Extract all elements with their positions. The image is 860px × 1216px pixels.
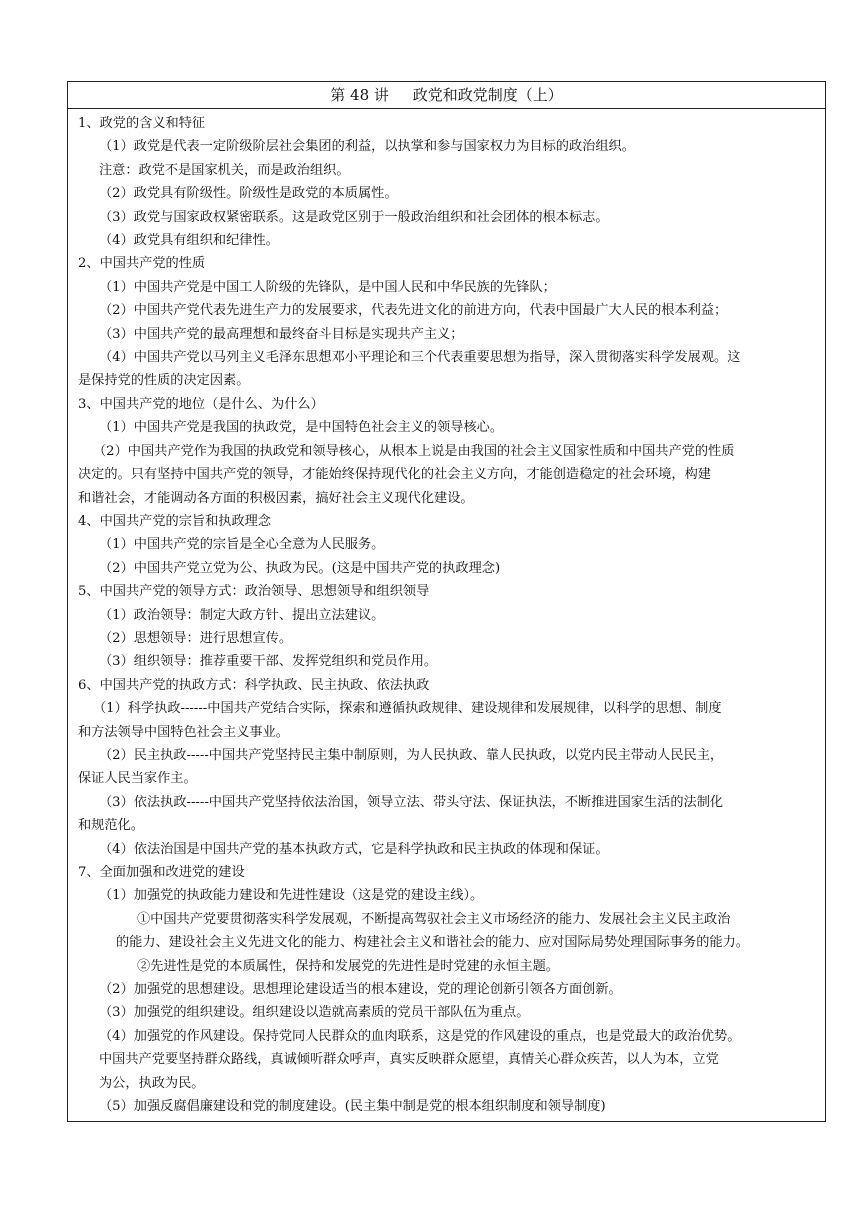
indented-text-line: 的能力、建设社会主义先进文化的能力、构建社会主义和谐社会的能力、应对国际局势处理国际事务的能力。 [116,935,749,951]
indented-text-line: （5）加强反腐倡廉建设和党的制度建设。(民主集中制是党的根本组织制度和领导制度) [99,1099,606,1115]
indented-text-line: （2）民主执政-----中国共产党坚持民主集中制原则，为人民执政、靠人民执政，以党内民主带动人民民主， [99,747,724,763]
notes-body [68,109,825,1118]
indented-text-line: （2）中国共产党立党为公、执政为民。(这是中国共产党的执政理念) [99,560,501,576]
text-line: 是保持党的性质的决定因素。 [78,373,250,389]
text-line: 3、中国共产党的地位（是什么、为什么） [78,396,324,412]
indented-text-line: （3）依法执政-----中国共产党坚持依法治国，领导立法、带头守法、保证执法，不断推进国家生活的法制化 [99,794,724,810]
indented-text-line: （2）加强党的思想建设。思想理论建设适当的根本建设，党的理论创新引领各方面创新。 [99,982,622,998]
text-line: 和方法领导中国特色社会主义事业。 [78,724,289,740]
indented-text-line: （4）中国共产党以马列主义毛泽东思想邓小平理论和三个代表重要思想为指导，深入贯彻落实科学发展观。这 [99,350,741,366]
indented-text-line: （1）科学执政------中国共产党结合实际，探索和遵循执政规律、建设规律和发展规律，以科学的思想、制度 [93,701,722,717]
text-line: 5、中国共产党的领导方式：政治领导、思想领导和组织领导 [78,584,430,600]
indented-text-line: （2）政党具有阶级性。阶级性是政党的本质属性。 [99,186,398,202]
indented-text-line: （1）政党是代表一定阶级阶层社会集团的利益，以执掌和参与国家权力为目标的政治组织。 [99,139,635,155]
text-line: 2、中国共产党的性质 [78,256,206,272]
indented-text-line: （3）组织领导：推荐重要干部、发挥党组织和党员作用。 [99,654,438,670]
indented-text-line: （1）中国共产党的宗旨是全心全意为人民服务。 [99,537,385,553]
indented-text-line: （1）中国共产党是中国工人阶级的先锋队，是中国人民和中华民族的先锋队； [99,279,556,295]
text-line: 和谐社会，才能调动各方面的积极因素，搞好社会主义现代化建设。 [78,490,474,506]
indented-text-line: （1）中国共产党是我国的执政党，是中国特色社会主义的领导核心。 [99,420,504,436]
indented-text-line: ①中国共产党要贯彻落实科学发展观，不断提高驾驭社会主义市场经济的能力、发展社会主义民主政治 [137,911,731,927]
indented-text-line: （3）加强党的组织建设。组织建设以造就高素质的党员干部队伍为重点。 [99,1005,530,1021]
indented-text-line: 注意：政党不是国家机关，而是政治组织。 [99,162,350,178]
indented-text-line: 中国共产党要坚持群众路线，真诚倾听群众呼声，真实反映群众愿望，真情关心群众疾苦，以人为本，立党 [99,1052,719,1068]
text-line: 和规范化。 [78,818,144,834]
indented-text-line: （4）加强党的作风建设。保持党同人民群众的血肉联系，这是党的作风建设的重点，也是党最大的政治优势。 [99,1028,741,1044]
indented-text-line: （2）中国共产党代表先进生产力的发展要求，代表先进文化的前进方向，代表中国最广大人民的根本利益； [99,303,728,319]
text-line: 决定的。只有坚持中国共产党的领导，才能始终保持现代化的社会主义方向，才能创造稳定的社会环境，构建 [78,467,711,483]
indented-text-line: （1）加强党的执政能力建设和先进性建设（这是党的建设主线）。 [99,888,484,904]
indented-text-line: （3）政党与国家政权紧密联系。这是政党区别于一般政治组织和社会团体的根本标志。 [99,209,609,225]
notes-table [67,81,826,1122]
indented-text-line: （2）思想领导：进行思想宣传。 [99,630,293,646]
text-line: 6、中国共产党的执政方式：科学执政、民主执政、依法执政 [78,677,430,693]
indented-text-line: 为公，执政为民。 [99,1075,205,1091]
text-line: 7、全面加强和改进党的建设 [78,865,245,880]
lecture-title: 第 48 讲 政党和政党制度（上） [68,82,825,109]
indented-text-line: （2）中国共产党作为我国的执政党和领导核心，从根本上说是由我国的社会主义国家性质和中国共产党的性质 [93,443,735,459]
indented-text-line: （3）中国共产党的最高理想和最终奋斗目标是实现共产主义； [99,326,464,342]
indented-text-line: ②先进性是党的本质属性，保持和发展党的先进性是时党建的永恒主题。 [137,958,559,974]
indented-text-line: （1）政治领导：制定大政方针、提出立法建议。 [99,607,385,623]
indented-text-line: （4）政党具有组织和纪律性。 [99,233,279,249]
text-line: 4、中国共产党的宗旨和执政理念 [78,513,272,529]
text-line: 保证人民当家作主。 [78,771,197,787]
indented-text-line: （4）依法治国是中国共产党的基本执政方式，它是科学执政和民主执政的体现和保证。 [99,841,609,857]
text-line: 1、政党的含义和特征 [78,116,206,131]
